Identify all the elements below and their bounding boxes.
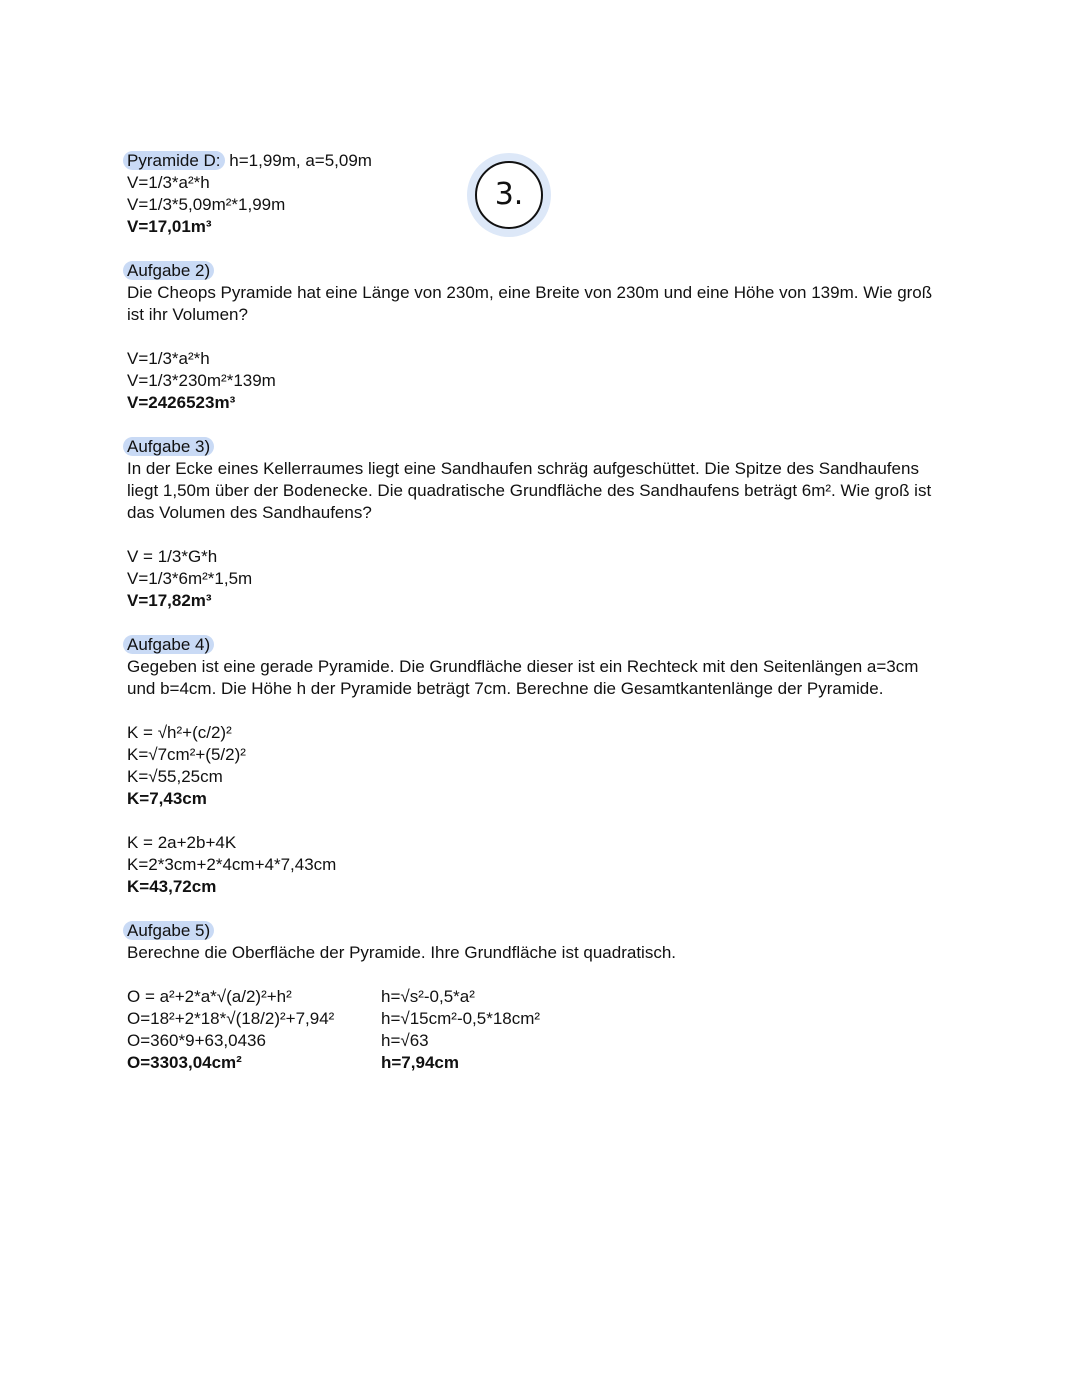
aufgabe-2-result: V=2426523m³: [127, 393, 236, 412]
aufgabe-2-line-1: V=1/3*a²*h: [127, 349, 210, 368]
aufgabe-4-block1-line-2: K=√7cm²+(5/2)²: [127, 745, 246, 764]
aufgabe-5-heading: Aufgabe 5): [123, 921, 214, 940]
aufgabe-4-heading: Aufgabe 4): [123, 635, 214, 654]
aufgabe-4-block2-result: K=43,72cm: [127, 877, 217, 896]
aufgabe-3-text: In der Ecke eines Kellerraumes liegt eine Sandhaufen schräg aufgeschüttet. Die Spitze des Sandhaufens liegt 1,50m über der Bodenecke. Die quadratische Grundfläche des Sandhaufens beträgt 6m². Wie groß ist das Volumen des Sandhaufens?: [127, 459, 932, 522]
section-aufgabe-4: [127, 634, 947, 898]
aufgabe-4-block1-line-3: K=√55,25cm: [127, 767, 223, 786]
section-aufgabe-3: [127, 436, 947, 612]
aufgabe-5-left-column: [127, 986, 381, 1074]
pyramide-d-line-2: V=1/3*5,09m²*1,99m: [127, 195, 286, 214]
aufgabe-4-block2-line-1: K = 2a+2b+4K: [127, 833, 237, 852]
aufgabe-3-heading: Aufgabe 3): [123, 437, 214, 456]
aufgabe-5-columns: [127, 986, 947, 1074]
aufgabe-5-left-line-1: O = a²+2*a*√(a/2)²+h²: [127, 987, 292, 1006]
aufgabe-5-right-line-1: h=√s²-0,5*a²: [381, 987, 475, 1006]
aufgabe-5-text: Berechne die Oberfläche der Pyramide. Ihre Grundfläche ist quadratisch.: [127, 943, 677, 962]
aufgabe-2-text: Die Cheops Pyramide hat eine Länge von 230m, eine Breite von 230m und eine Höhe von 139m. Wie groß ist ihr Volumen?: [127, 283, 933, 324]
aufgabe-4-text: Gegeben ist eine gerade Pyramide. Die Grundfläche dieser ist ein Rechteck mit den Seitenlängen a=3cm und b=4cm. Die Höhe h der Pyramide beträgt 7cm. Berechne die Gesamtkantenlänge der Pyramide.: [127, 657, 919, 698]
aufgabe-5-right-column: [381, 986, 681, 1074]
aufgabe-3-line-2: V=1/3*6m²*1,5m: [127, 569, 253, 588]
page-number-text: 3.: [494, 177, 524, 212]
pyramide-d-result: V=17,01m³: [127, 217, 212, 236]
aufgabe-5-left-result: O=3303,04cm²: [127, 1053, 242, 1072]
aufgabe-2-line-2: V=1/3*230m²*139m: [127, 371, 276, 390]
pyramide-d-heading: Pyramide D:: [123, 151, 225, 170]
section-pyramide-d: [127, 150, 947, 238]
aufgabe-5-right-line-3: h=√63: [381, 1031, 429, 1050]
pyramide-d-header: [127, 150, 947, 172]
aufgabe-5-left-line-2: O=18²+2*18*√(18/2)²+7,94²: [127, 1009, 335, 1028]
pyramide-d-line-1: V=1/3*a²*h: [127, 173, 210, 192]
aufgabe-5-left-line-3: O=360*9+63,0436: [127, 1031, 266, 1050]
aufgabe-2-heading: Aufgabe 2): [123, 261, 214, 280]
aufgabe-3-result: V=17,82m³: [127, 591, 212, 610]
worksheet-content: [127, 150, 947, 1074]
aufgabe-5-right-line-2: h=√15cm²-0,5*18cm²: [381, 1009, 541, 1028]
aufgabe-5-right-result: h=7,94cm: [381, 1053, 459, 1072]
section-aufgabe-2: [127, 260, 947, 414]
pyramide-d-given: h=1,99m, a=5,09m: [224, 151, 372, 170]
aufgabe-4-block1-result: K=7,43cm: [127, 789, 207, 808]
section-aufgabe-5: [127, 920, 947, 1074]
aufgabe-3-line-1: V = 1/3*G*h: [127, 547, 218, 566]
aufgabe-4-block2-line-2: K=2*3cm+2*4cm+4*7,43cm: [127, 855, 337, 874]
aufgabe-4-block1-line-1: K = √h²+(c/2)²: [127, 723, 232, 742]
